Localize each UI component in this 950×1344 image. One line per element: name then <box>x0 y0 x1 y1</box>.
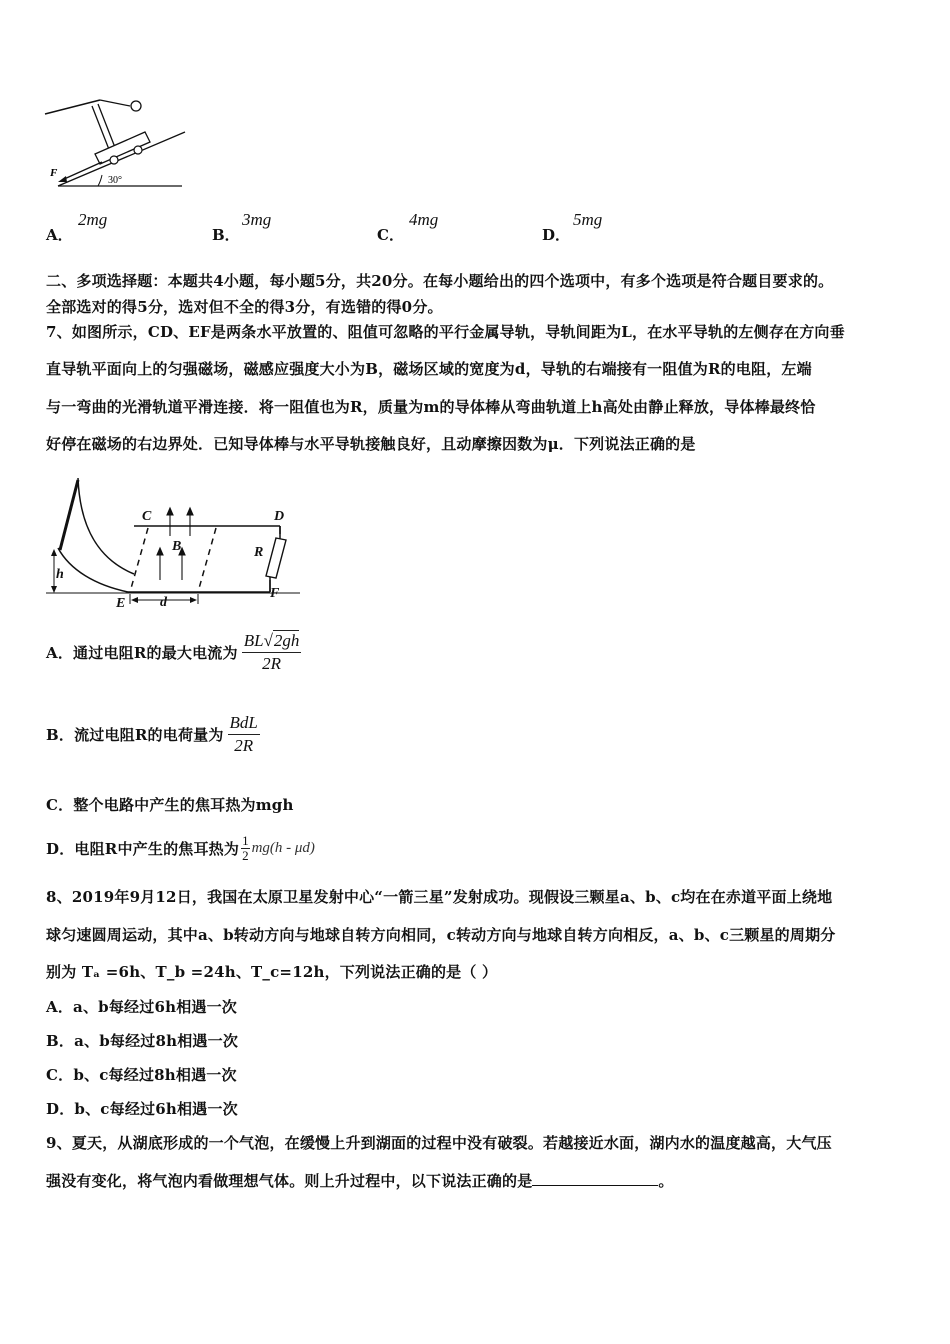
q7-label-e: E <box>116 596 126 611</box>
q6-force-arrowhead <box>58 176 67 182</box>
q6-option-a-value: 2mg <box>78 210 108 229</box>
q6-angle-arc <box>98 175 102 186</box>
q7-line4: 好停在磁场的右边界处．已知导体棒与水平导轨接触良好，且动摩擦因数为μ．下列说法正确的是 <box>46 435 696 453</box>
q7-option-b-text: B．流过电阻R的电荷量为 <box>46 725 224 744</box>
q7-resistor <box>266 538 286 578</box>
q6-option-b-letter: B． <box>212 226 240 244</box>
q6-wheel-left <box>110 156 118 164</box>
q6-option-d[interactable] <box>542 224 570 245</box>
q7-curve-lower <box>58 548 128 592</box>
q6-incline-figure <box>40 92 190 192</box>
q7-option-b-fraction <box>228 712 260 757</box>
q7-label-d: D <box>274 509 285 524</box>
q8-line2: 球匀速圆周运动，其中a、b转动方向与地球自转方向相同，c转动方向与地球自转方向相反，a、b、c三颗星的周期分 <box>46 926 836 944</box>
q9-answer-blank[interactable] <box>532 1171 658 1186</box>
section2-line1: 二、多项选择题：本题共4小题，每小题5分，共20分。在每小题给出的四个选项中，有多个选项是符合题目要求的。 <box>46 272 834 290</box>
q6-option-b[interactable] <box>212 224 240 245</box>
q6-angle-label: 30° <box>108 175 122 186</box>
q7-option-c[interactable]: C．整个电路中产生的焦耳热为mgh <box>46 796 294 814</box>
q7-label-d-width: d <box>160 595 167 610</box>
q9-line1: 9、夏天，从湖底形成的一个气泡，在缓慢上升到湖面的过程中没有破裂。若越接近水面，湖内水的温度越高，大气压 <box>46 1134 832 1152</box>
q7-option-a-den: 2R <box>262 653 281 673</box>
q7-option-a-text: A．通过电阻R的最大电流为 <box>46 643 238 662</box>
q8-option-c[interactable]: C．b、c每经过8h相遇一次 <box>46 1066 237 1084</box>
q7-option-d-fraction <box>241 834 250 863</box>
q7-option-a-num-sqrt: 2gh <box>273 630 300 650</box>
q6-rod-top <box>100 100 130 106</box>
q9-line2-text: 强没有变化，将气泡内看做理想气体。则上升过程中，以下说法正确的是 <box>46 1172 533 1190</box>
q6-option-d-letter: D． <box>542 226 571 244</box>
q6-pivot <box>131 101 141 111</box>
q8-option-d[interactable]: D．b、c每经过6h相遇一次 <box>46 1100 238 1118</box>
q7-conductor-rod <box>60 480 78 550</box>
q9-line2 <box>46 1170 674 1191</box>
q7-option-b-den: 2R <box>234 735 254 755</box>
q7-label-f: F <box>270 586 280 601</box>
q6-force-label: F <box>50 167 58 179</box>
q6-option-c-letter: C． <box>377 226 404 244</box>
q7-line2: 直导轨平面向上的匀强磁场，磁感应强度大小为B，磁场区域的宽度为d，导轨的右端接有一阻值为R的电阻，左端 <box>46 360 812 378</box>
q7-option-b-num: BdL <box>228 712 260 735</box>
q8-line1: 8、2019年9月12日，我国在太原卫星发射中心“一箭三星”发射成功。现假设三颗星a、b、c均在在赤道平面上绕地 <box>46 888 833 906</box>
q7-label-b: B <box>172 539 182 554</box>
q7-option-d[interactable] <box>46 828 315 868</box>
q7-option-b[interactable] <box>46 706 260 762</box>
q7-option-a[interactable] <box>46 624 301 680</box>
q7-label-r: R <box>254 545 264 560</box>
q7-rail-figure <box>40 470 310 615</box>
q7-line3: 与一弯曲的光滑轨道平滑连接．将一阻值也为R，质量为m的导体棒从弯曲轨道上h高处由静止释放，导体棒最终恰 <box>46 398 816 416</box>
q6-force-arrow <box>62 162 102 180</box>
q7-option-d-text: D．电阻R中产生的焦耳热为 <box>46 839 240 858</box>
q7-label-c: C <box>142 509 152 524</box>
q6-option-b-value: 3mg <box>242 210 272 229</box>
q8-option-a[interactable]: A．a、b每经过6h相遇一次 <box>46 998 237 1016</box>
q7-option-d-frac-den: 2 <box>242 847 249 863</box>
q7-option-d-frac-num: 1 <box>242 832 249 848</box>
q8-option-b[interactable]: B．a、b每经过8h相遇一次 <box>46 1032 239 1050</box>
q7-label-h: h <box>56 567 64 582</box>
section2-line2: 全部选对的得5分，选对但不全的得3分，有选错的得0分。 <box>46 298 443 316</box>
q6-wheel-right <box>134 146 142 154</box>
q8-line3: 别为 Tₐ =6h、T_b =24h、T_c=12h，下列说法正确的是（ ） <box>46 963 498 981</box>
q7-curve-upper <box>78 478 134 574</box>
q6-option-c-value: 4mg <box>409 210 439 229</box>
q6-option-d-value: 5mg <box>573 210 603 229</box>
q7-field-left-boundary <box>130 528 148 592</box>
q7-option-a-num-pre: BL <box>243 630 264 650</box>
q6-options-row <box>46 212 906 246</box>
q6-option-a[interactable] <box>46 224 73 245</box>
q7-field-right-boundary <box>198 528 216 592</box>
q6-option-a-letter: A． <box>46 226 73 244</box>
q9-line2-end: 。 <box>658 1172 674 1190</box>
q6-option-c[interactable] <box>377 224 404 245</box>
q7-line1: 7、如图所示，CD、EF是两条水平放置的、阻值可忽略的平行金属导轨，导轨间距为L，在水平导轨的左侧存在方向垂 <box>46 323 845 341</box>
q7-option-d-expr: mg(h - μd) <box>251 839 315 856</box>
q7-option-a-fraction: $\frac{BL√2gh}{2R}$ <box>243 630 300 673</box>
